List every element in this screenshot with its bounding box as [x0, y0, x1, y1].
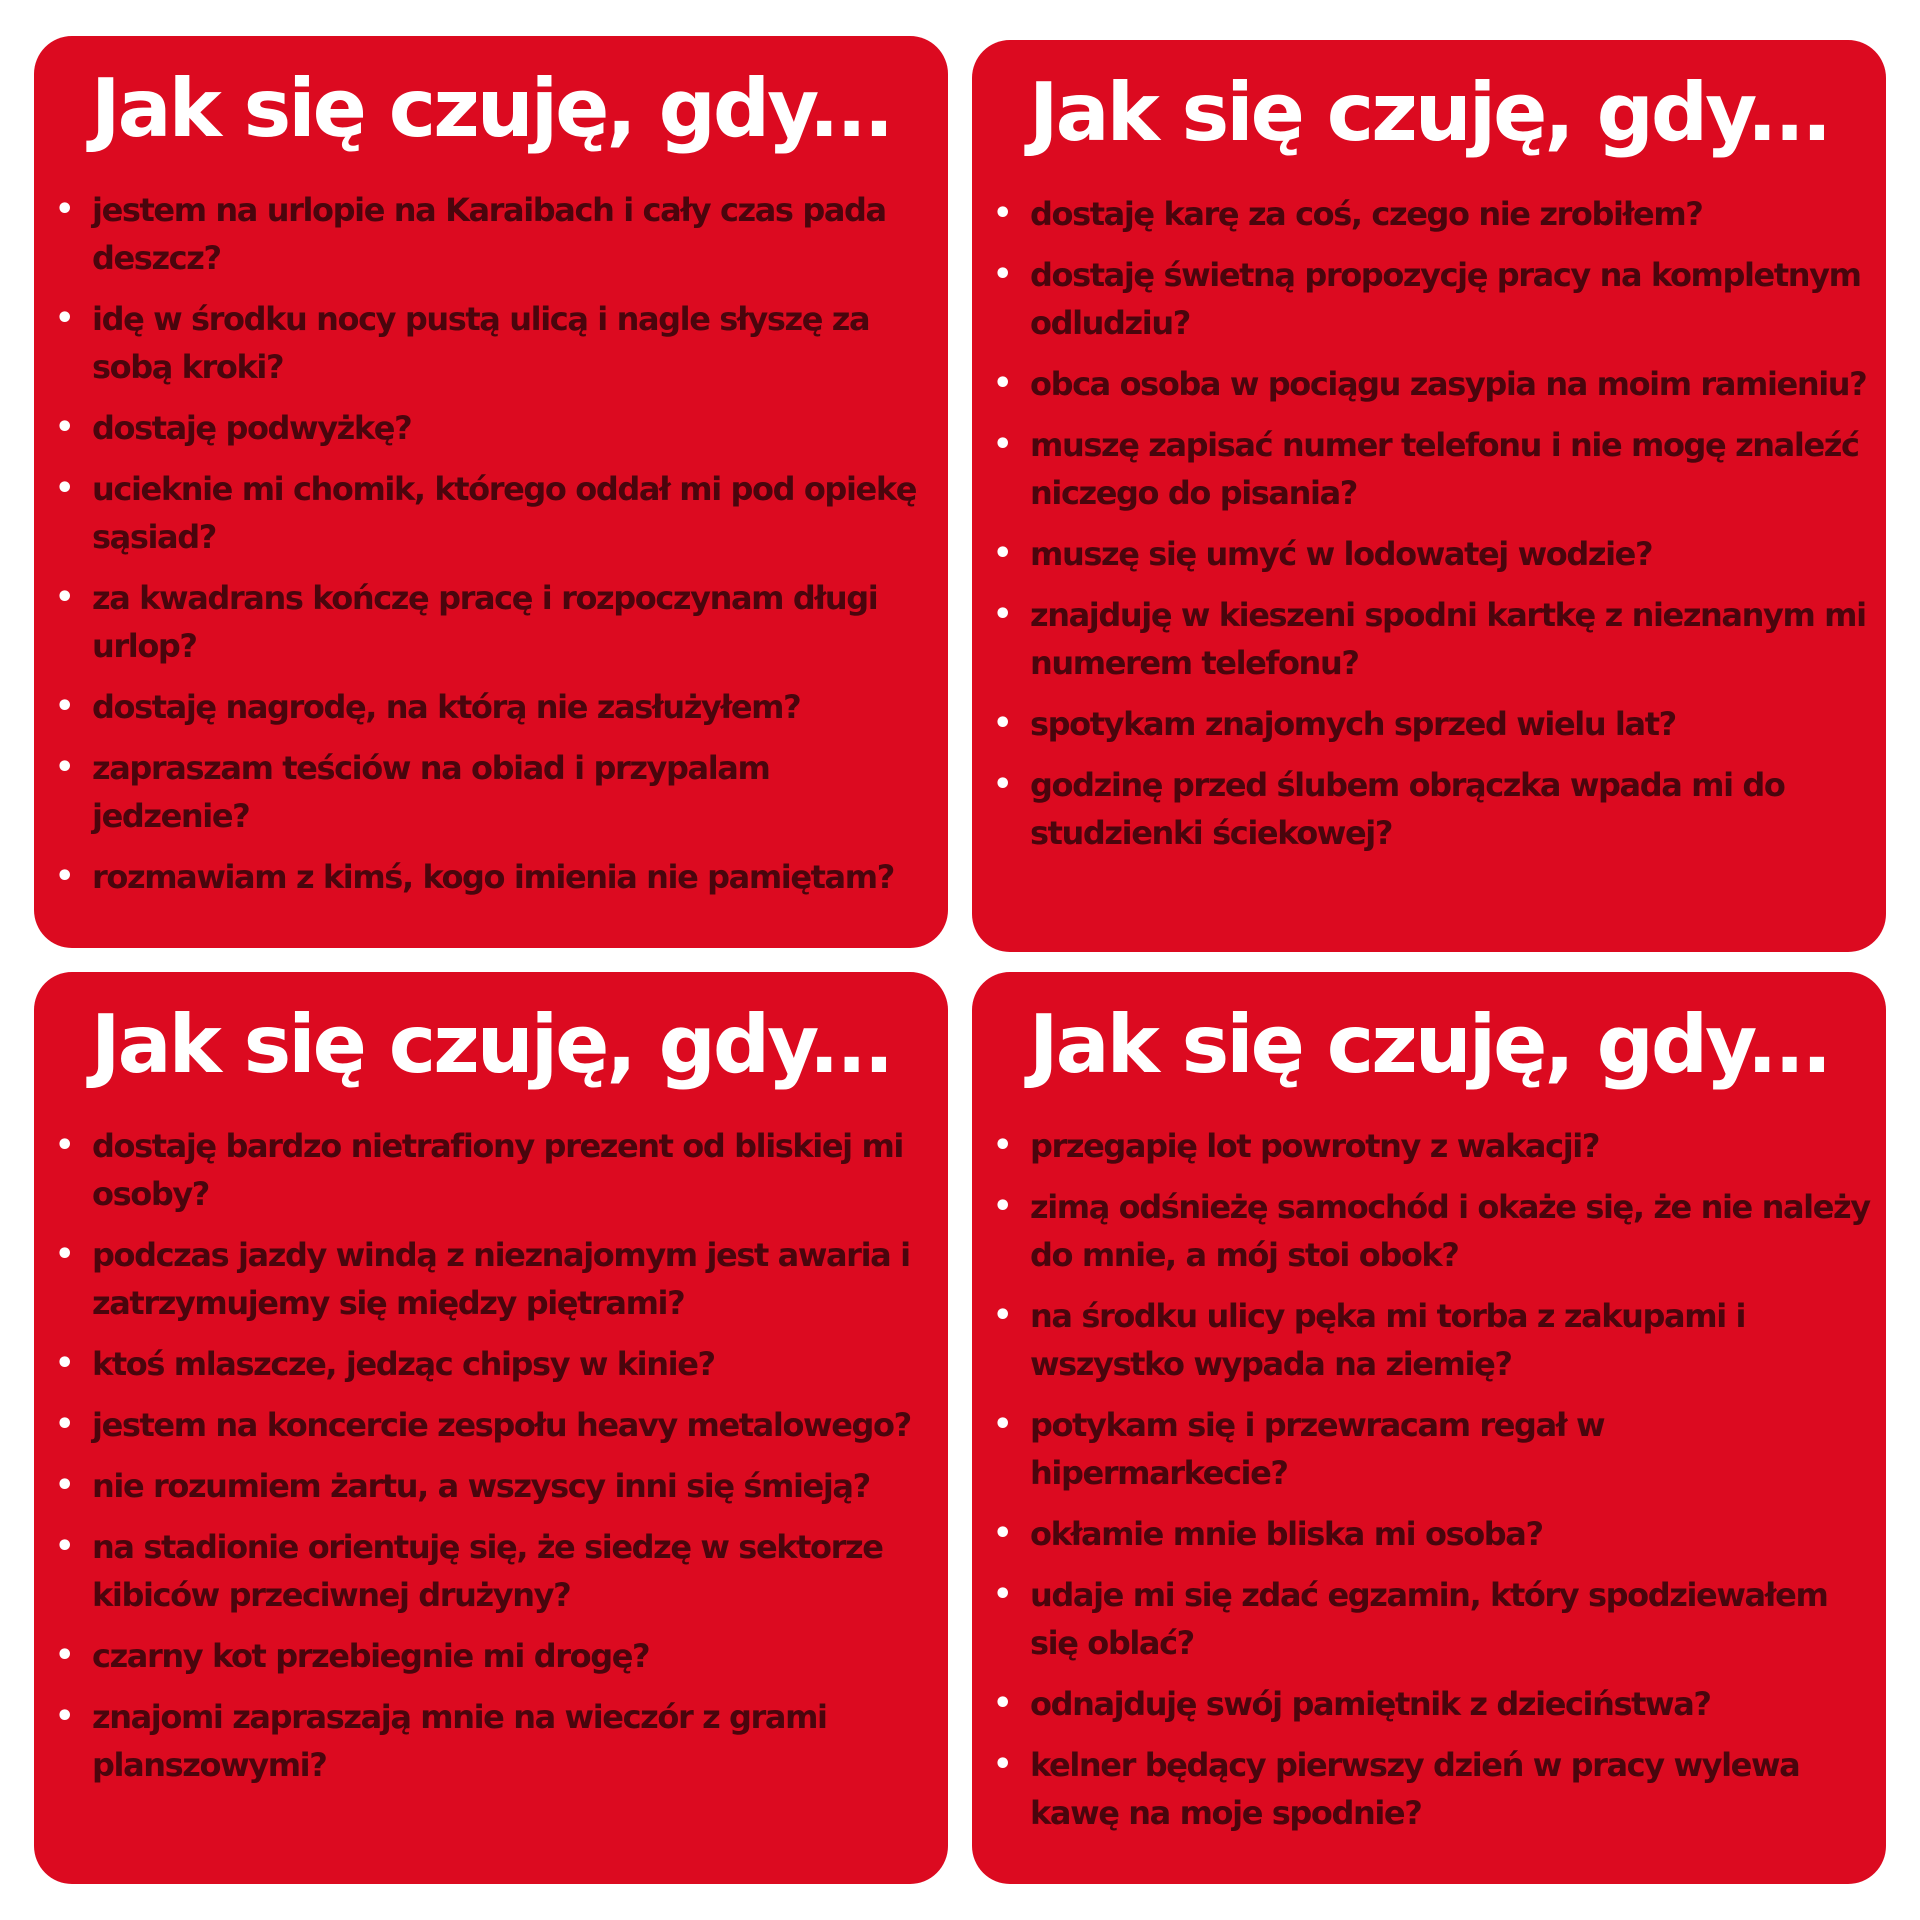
bullet-icon: •: [993, 1747, 1011, 1782]
bullet-icon: •: [993, 1298, 1011, 1333]
bullet-icon: •: [55, 1529, 73, 1564]
list-item: [993, 1510, 1870, 1558]
bullet-icon: •: [993, 1407, 1011, 1442]
question-text: udaje mi się zdać egzamin, który spodziewałem się oblać?: [1030, 1576, 1828, 1662]
question-text: nie rozumiem żartu, a wszyscy inni się śmieją?: [92, 1467, 870, 1505]
card-title: Jak się czuję, gdy...: [1028, 66, 1830, 159]
list-item: [993, 1292, 1870, 1388]
list-item: [55, 853, 932, 901]
list-item: [55, 295, 932, 391]
list-item: [993, 700, 1870, 748]
question-text: godzinę przed ślubem obrączka wpada mi do studzienki ściekowej?: [1030, 766, 1785, 852]
question-card-2: [972, 40, 1886, 952]
question-text: znajomi zapraszają mnie na wieczór z grami planszowymi?: [92, 1698, 827, 1784]
list-item: [993, 251, 1870, 347]
question-text: dostaję bardzo nietrafiony prezent od bliskiej mi osoby?: [92, 1127, 903, 1213]
list-item: [993, 190, 1870, 238]
list-item: [55, 1632, 932, 1680]
list-item: [55, 465, 932, 561]
list-item: [993, 1401, 1870, 1497]
bullet-icon: •: [993, 1577, 1011, 1612]
question-text: ktoś mlaszcze, jedząc chipsy w kinie?: [92, 1345, 715, 1383]
bullet-icon: •: [55, 1638, 73, 1673]
list-item: [55, 1523, 932, 1619]
question-text: zapraszam teściów na obiad i przypalam jedzenie?: [92, 749, 770, 835]
question-text: muszę zapisać numer telefonu i nie mogę znaleźć niczego do pisania?: [1030, 426, 1859, 512]
list-item: [993, 1183, 1870, 1279]
question-card-4: [972, 972, 1886, 1884]
bullet-icon: •: [55, 301, 73, 336]
question-list: [34, 186, 948, 901]
bullet-icon: •: [55, 192, 73, 227]
question-text: obca osoba w pociągu zasypia na moim ramieniu?: [1030, 365, 1867, 403]
list-item: [55, 683, 932, 731]
bullet-icon: •: [993, 1189, 1011, 1224]
question-text: dostaję podwyżkę?: [92, 409, 412, 447]
list-item: [993, 1122, 1870, 1170]
list-item: [993, 761, 1870, 857]
bullet-icon: •: [993, 536, 1011, 571]
question-text: odnajduję swój pamiętnik z dzieciństwa?: [1030, 1685, 1711, 1723]
card-title: Jak się czuję, gdy...: [90, 62, 892, 155]
bullet-icon: •: [993, 597, 1011, 632]
question-list: [34, 1122, 948, 1789]
question-text: dostaję karę za coś, czego nie zrobiłem?: [1030, 195, 1703, 233]
bullet-icon: •: [55, 1237, 73, 1272]
list-item: [55, 1693, 932, 1789]
bullet-icon: •: [55, 689, 73, 724]
question-text: idę w środku nocy pustą ulicą i nagle słyszę za sobą kroki?: [92, 300, 870, 386]
bullet-icon: •: [55, 410, 73, 445]
bullet-icon: •: [55, 1699, 73, 1734]
question-text: kelner będący pierwszy dzień w pracy wylewa kawę na moje spodnie?: [1030, 1746, 1800, 1832]
list-item: [993, 1741, 1870, 1837]
list-item: [55, 1340, 932, 1388]
bullet-icon: •: [55, 1128, 73, 1163]
question-text: ucieknie mi chomik, którego oddał mi pod opiekę sąsiad?: [92, 470, 916, 556]
list-item: [55, 1462, 932, 1510]
list-item: [993, 591, 1870, 687]
card-title: Jak się czuję, gdy...: [90, 998, 892, 1091]
bullet-icon: •: [55, 580, 73, 615]
list-item: [55, 1122, 932, 1218]
bullet-icon: •: [993, 257, 1011, 292]
bullet-icon: •: [993, 767, 1011, 802]
bullet-icon: •: [55, 750, 73, 785]
bullet-icon: •: [993, 1128, 1011, 1163]
list-item: [55, 744, 932, 840]
list-item: [55, 1231, 932, 1327]
question-text: na środku ulicy pęka mi torba z zakupami i wszystko wypada na ziemię?: [1030, 1297, 1746, 1383]
bullet-icon: •: [993, 427, 1011, 462]
question-text: znajduję w kieszeni spodni kartkę z nieznanym mi numerem telefonu?: [1030, 596, 1866, 682]
bullet-icon: •: [993, 1686, 1011, 1721]
bullet-icon: •: [55, 1407, 73, 1442]
bullet-icon: •: [993, 706, 1011, 741]
list-item: [993, 1571, 1870, 1667]
bullet-icon: •: [993, 1516, 1011, 1551]
card-title: Jak się czuję, gdy...: [1028, 998, 1830, 1091]
list-item: [55, 404, 932, 452]
question-text: przegapię lot powrotny z wakacji?: [1030, 1127, 1599, 1165]
question-text: dostaję świetną propozycję pracy na kompletnym odludziu?: [1030, 256, 1861, 342]
bullet-icon: •: [55, 1468, 73, 1503]
list-item: [993, 530, 1870, 578]
question-list: [972, 190, 1886, 857]
question-text: zimą odśnieżę samochód i okaże się, że nie należy do mnie, a mój stoi obok?: [1030, 1188, 1870, 1274]
list-item: [55, 1401, 932, 1449]
question-text: potykam się i przewracam regał w hipermarkecie?: [1030, 1406, 1605, 1492]
question-text: rozmawiam z kimś, kogo imienia nie pamiętam?: [92, 858, 894, 896]
question-card-1: [34, 36, 948, 948]
question-text: za kwadrans kończę pracę i rozpoczynam długi urlop?: [92, 579, 878, 665]
question-text: spotykam znajomych sprzed wielu lat?: [1030, 705, 1676, 743]
list-item: [993, 1680, 1870, 1728]
question-text: dostaję nagrodę, na którą nie zasłużyłem?: [92, 688, 801, 726]
question-text: okłamie mnie bliska mi osoba?: [1030, 1515, 1543, 1553]
question-list: [972, 1122, 1886, 1837]
question-text: na stadionie orientuję się, że siedzę w sektorze kibiców przeciwnej drużyny?: [92, 1528, 883, 1614]
question-text: podczas jazdy windą z nieznajomym jest awaria i zatrzymujemy się między piętrami?: [92, 1236, 910, 1322]
bullet-icon: •: [993, 366, 1011, 401]
list-item: [993, 421, 1870, 517]
bullet-icon: •: [55, 859, 73, 894]
question-card-3: [34, 972, 948, 1884]
bullet-icon: •: [55, 1346, 73, 1381]
question-text: czarny kot przebiegnie mi drogę?: [92, 1637, 650, 1675]
question-text: muszę się umyć w lodowatej wodzie?: [1030, 535, 1653, 573]
list-item: [55, 186, 932, 282]
list-item: [993, 360, 1870, 408]
bullet-icon: •: [993, 196, 1011, 231]
question-text: jestem na koncercie zespołu heavy metalowego?: [92, 1406, 911, 1444]
bullet-icon: •: [55, 471, 73, 506]
list-item: [55, 574, 932, 670]
question-text: jestem na urlopie na Karaibach i cały czas pada deszcz?: [92, 191, 886, 277]
